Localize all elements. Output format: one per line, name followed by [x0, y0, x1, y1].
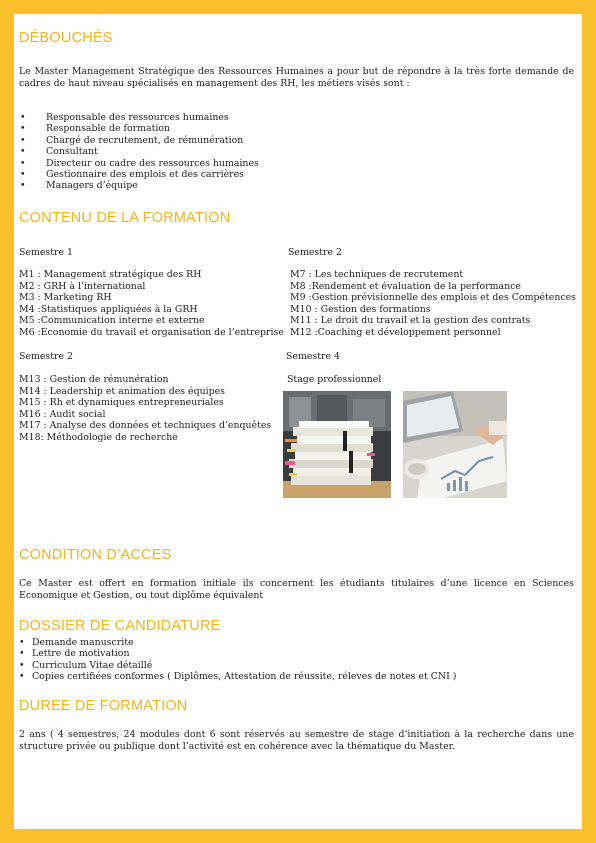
semestre1-heading: Semestre 1: [19, 247, 73, 258]
duree-text: 2 ans ( 4 semestres, 24 modules dont 6 sont réservés au semestre de stage d’initiation à la recherche dans une structure privée ou publique dont l’activité est en cohérence avec la thématique du Master.: [19, 729, 574, 752]
semestre2-modules: [290, 269, 576, 339]
list-item: • Directeur ou cadre des ressources humaines: [46, 158, 259, 169]
module-item: M6 :Economie du travail et organisation de l’entreprise: [19, 326, 284, 338]
module-item: M14 : Leadership et animation des équipes: [19, 385, 225, 397]
list-item: • Curriculum Vitae détaillé: [32, 660, 456, 671]
semestre1-modules: [19, 269, 284, 339]
list-item: • Gestionnaire des emplois et des carrières: [46, 169, 259, 180]
module-item: M9 :Gestion prévisionnelle des emplois et des Compétences: [290, 292, 576, 304]
document-page: [14, 14, 582, 829]
module-item: M8 :Rendement et évaluation de la performance: [290, 280, 521, 292]
list-item: • Chargé de recrutement, de rémunération: [46, 135, 259, 146]
section-title-dossier: DOSSIER DE CANDIDATURE: [19, 618, 221, 634]
module-item: M12 :Coaching et développement personnel: [290, 326, 501, 338]
semestre4-heading: Semestre 4: [286, 351, 340, 362]
debouches-list: [46, 112, 259, 192]
laptop-report-photo: [403, 391, 507, 498]
list-item: • Lettre de motivation: [32, 648, 456, 659]
condition-text: Ce Master est offert en formation initiale ils concernent les étudiants titulaires d’une licence en Sciences Economique et Gestion, ou tout diplôme équivalent: [19, 578, 574, 601]
module-item: M1 : Management stratégique des RH: [19, 269, 202, 280]
module-item: M13 : Gestion de rémunération: [19, 374, 169, 385]
list-item: • Responsable de formation: [46, 123, 259, 134]
paper-stacks-photo: [283, 391, 391, 498]
list-item: • Copies certifiées conformes ( Diplômes, Attestation de réussite, réleves de notes et CNI ): [32, 671, 456, 682]
section-title-contenu: CONTENU DE LA FORMATION: [19, 210, 231, 226]
module-item: M4 :Statistiques appliquées à la GRH: [19, 303, 198, 315]
section-title-condition: CONDITION D’ACCES: [19, 547, 172, 563]
module-item: M5 :Communication interne et externe: [19, 315, 205, 327]
list-item: • Managers d’équipe: [46, 180, 259, 191]
module-item: M2 : GRH à l’international: [19, 280, 146, 292]
list-item: • Consultant: [46, 146, 259, 157]
section-title-debouches: DÉBOUCHÉS: [19, 30, 113, 46]
module-item: M10 : Gestion des formations: [290, 303, 431, 315]
module-item: M17 : Analyse des données et techniques d’enquêtes: [19, 420, 272, 432]
semestre3-heading: Semestre 2: [19, 351, 73, 362]
module-item: M18: Méthodologie de recherche: [19, 431, 178, 443]
module-item: M3 : Marketing RH: [19, 292, 112, 304]
list-item: • Responsable des ressources humaines: [46, 112, 259, 123]
module-item: M7 : Les techniques de recrutement: [290, 269, 464, 280]
section-title-duree: DUREE DE FORMATION: [19, 698, 188, 714]
module-item: M15 : Rh et dynamiques entrepreneuriales: [19, 397, 224, 409]
list-item: • Demande manuscrite: [32, 637, 456, 648]
dossier-list: [32, 637, 456, 683]
module-item: M16 : Audit social: [19, 408, 106, 420]
semestre2-heading: Semestre 2: [288, 247, 342, 258]
module-item: M11 : Le droit du travail et la gestion des contrats: [290, 315, 531, 327]
debouches-intro: Le Master Management Stratégique des Ressources Humaines a pour but de répondre à la très forte demande de cadres de haut niveau spécialisés en management des RH, les métiers visés sont :: [19, 66, 574, 89]
semestre3-modules: [19, 374, 271, 444]
semestre4-text: Stage professionnel: [287, 374, 382, 385]
